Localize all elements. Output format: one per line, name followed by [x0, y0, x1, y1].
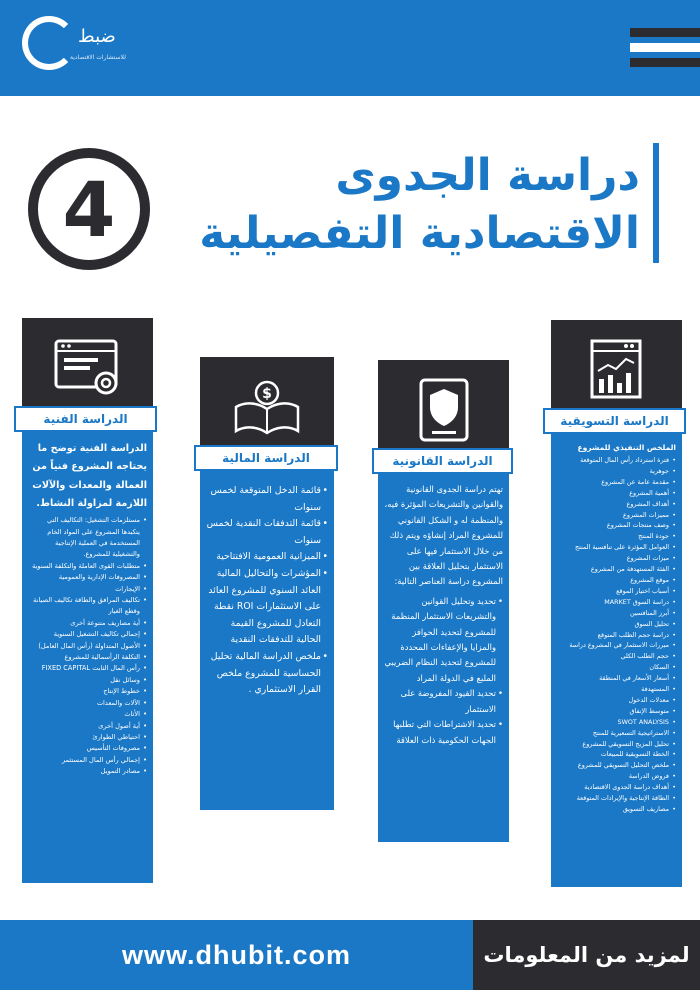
list-item: • أهداف دراسة الجدوى الاقتصادية — [557, 782, 676, 793]
list-item: • رأس المال الثابت FIXED CAPITAL — [28, 663, 147, 674]
column-header — [551, 320, 682, 420]
list-item: • أسباب اختيار الموقع — [557, 586, 676, 597]
list-item: • مصروفات التأسيس — [28, 743, 147, 754]
logo-tagline: للاستشارات الاقتصادية — [70, 54, 126, 61]
list-item: • ميزات المشروع — [557, 553, 676, 564]
list-item: • أبرز المنافسين — [557, 608, 676, 619]
company-logo[interactable] — [22, 14, 142, 80]
list-item: • أهداف المشروع — [557, 499, 676, 510]
list-item: • تحليل السوق — [557, 619, 676, 630]
list-item: • أية أصول أخرى — [28, 721, 147, 732]
logo-name: ضبط — [78, 26, 116, 47]
list-item: • الفئة المستهدفة من المشروع — [557, 564, 676, 575]
list-item: • إجمالي تكاليف التشغيل السنوية — [28, 629, 147, 640]
list-item: • أسعار الأسعار في المنطقة — [557, 673, 676, 684]
list-item: • متوسط الإنفاق — [557, 706, 676, 717]
list-item: • وسائل نقل — [28, 675, 147, 686]
list-item: • قائمة التدفقات النقدية لخمس سنوات — [206, 516, 328, 549]
list-item: • المؤشرات والتحاليل المالية العائد السنوي للمشروع العائد على الاستثمارات ROI نقطة التعادل للمشروع القيمة الحالية للتدفقات النقدية — [206, 566, 328, 649]
list-item: • تحليل المزيج التسويقي للمشروع — [557, 739, 676, 750]
shield-document-icon — [418, 377, 470, 443]
column-intro: الملخص التنفيذي للمشروع — [577, 443, 676, 452]
column-content — [557, 442, 676, 883]
list-item: • مقدمة عامة عن المشروع — [557, 477, 676, 488]
column-technical-study — [22, 318, 153, 883]
list-item: • موقع المشروع — [557, 575, 676, 586]
column-label: الدراسة القانونية — [372, 448, 513, 474]
list-item: • تحديد الاشتراطات التي تطلبها الجهات الحكومية ذات العلاقة — [384, 717, 503, 748]
title-accent-bar — [653, 143, 659, 263]
chart-report-icon — [586, 337, 648, 403]
list-item: • الاستراتيجية التسعيرية للمنتج — [557, 728, 676, 739]
browser-gear-icon — [52, 337, 124, 399]
list-item: • أهمية المشروع — [557, 488, 676, 499]
column-header — [378, 360, 509, 460]
column-legal-study — [378, 372, 509, 842]
step-number-badge: 4 — [28, 148, 150, 270]
list-item: • دراسة السوق MARKET — [557, 597, 676, 608]
bullet-list — [384, 594, 503, 748]
list-item: • الطاقة الإنتاجية والإيرادات المتوقعة — [557, 793, 676, 804]
list-item: • تكاليف المرافق والطاقة تكاليف الصيانة وقطع الغيار — [28, 595, 147, 618]
list-item: • مصادر التمويل — [28, 766, 147, 777]
list-item: • معدلات الدخول — [557, 695, 676, 706]
column-marketing-study — [551, 320, 682, 887]
list-item: • خطوط الإنتاج — [28, 686, 147, 697]
bullet-list — [557, 455, 676, 815]
page-title-line-1: دراسة الجدوى — [335, 150, 640, 201]
column-intro: الدراسة الفنية توضح ما يحتاجه المشروع فنياً من العمالة والمعدات والآلات اللازمة لمزاولة النشاط. — [32, 443, 147, 509]
list-item: • التكلفة الرأسمالية للمشروع — [28, 652, 147, 663]
gear-ring-icon — [22, 16, 76, 70]
menu-stripes-icon — [630, 28, 700, 68]
list-item: • تحديد وتحليل القوانين والتشريعات الاستثمار المنظمة للمشروع لتحديد الحوافز والمزايا والإعفاءات المحددة للمشروع لتحديد النظام الضريبي الملبع في الدولة المراد — [384, 594, 503, 686]
list-item: • مبررات الاستثمار في المشروع دراسة — [557, 640, 676, 651]
list-item: • فترة استرداد رأس المال المتوقعة — [557, 455, 676, 466]
list-item: • دراسة حجم الطلب المتوقع — [557, 630, 676, 641]
list-item: • احتياطي الطوارئ — [28, 732, 147, 743]
list-item: • جوهرية — [557, 466, 676, 477]
column-content — [384, 482, 503, 838]
column-header — [22, 318, 153, 418]
list-item: • الآلات والمعدات — [28, 698, 147, 709]
svg-text:$: $ — [262, 386, 272, 402]
column-content — [206, 483, 328, 806]
bullet-list — [28, 515, 147, 777]
list-item: • المستهدفة — [557, 684, 676, 695]
column-content — [28, 440, 147, 879]
list-item: • إجمالي رأس المال المستثمر — [28, 755, 147, 766]
list-item: • مصاريف التسويق — [557, 804, 676, 815]
list-item: • المصروفات الإدارية والعمومية — [28, 572, 147, 583]
column-label: الدراسة المالية — [194, 445, 338, 471]
page-title-line-2: الاقتصادية التفصيلية — [199, 208, 640, 259]
list-item: • الخطة التسويقية للمبيعات — [557, 749, 676, 760]
more-info-label: لمزيد من المعلومات — [483, 943, 690, 967]
list-item: • جودة المنتج — [557, 531, 676, 542]
list-item: • الأثاث — [28, 709, 147, 720]
list-item: • قائمة الدخل المتوقعة لخمس سنوات — [206, 483, 328, 516]
website-link[interactable]: www.dhubit.com — [122, 939, 351, 970]
list-item: • SWOT ANALYSIS — [557, 717, 676, 728]
list-item: • السكان — [557, 662, 676, 673]
column-label: الدراسة التسويقية — [543, 408, 686, 434]
list-item: • العوامل المؤثرة على تنافسية المنتج — [557, 542, 676, 553]
column-intro: تهتم دراسة الجدوى القانونية والقوانين والتشريعات المؤثرة فيه، والمنظمة له و الشكل القانوني للمشروع المراد إنشاؤه ويتم ذلك من خلال الاستثمار فيها على الاستثمار بتحليل العلاقة بين المشروع دراسة العناصر التالية: — [384, 484, 503, 587]
bullet-list — [206, 483, 328, 699]
list-item: • الميزانية العمومية الافتتاحية — [206, 549, 328, 566]
list-item: • ملخص التحليل التسويقي للمشروع — [557, 760, 676, 771]
column-financial-study — [200, 357, 334, 810]
list-item: • وصف منتجات المشروع — [557, 520, 676, 531]
list-item: • الأصول المتداولة (رأس المال العامل) — [28, 641, 147, 652]
list-item: • مستلزمات التشغيل: التكاليف التي يتكبدها المشروع على المواد الخام المستخدمة في العملية الإنتاجية والتشغيلية للمشروع. — [28, 515, 147, 561]
list-item: • حجم الطلب الكلي — [557, 651, 676, 662]
list-item: • الإيجارات — [28, 584, 147, 595]
list-item: • تحديد القيود المفروضة على الاستثمار — [384, 686, 503, 717]
column-header — [200, 357, 334, 457]
list-item: • ملخص الدراسة المالية تحليل الحساسية للمشروع ملخص القرار الاستثماري . — [206, 649, 328, 699]
column-label: الدراسة الفنية — [14, 406, 157, 432]
list-item: • مميزات المشروع — [557, 510, 676, 521]
list-item: • فروض الدراسة — [557, 771, 676, 782]
book-dollar-icon — [232, 377, 302, 437]
list-item: • أية مصاريف متنوعة أخرى — [28, 618, 147, 629]
list-item: • متطلبات القوى العاملة والتكلفة السنوية — [28, 561, 147, 572]
